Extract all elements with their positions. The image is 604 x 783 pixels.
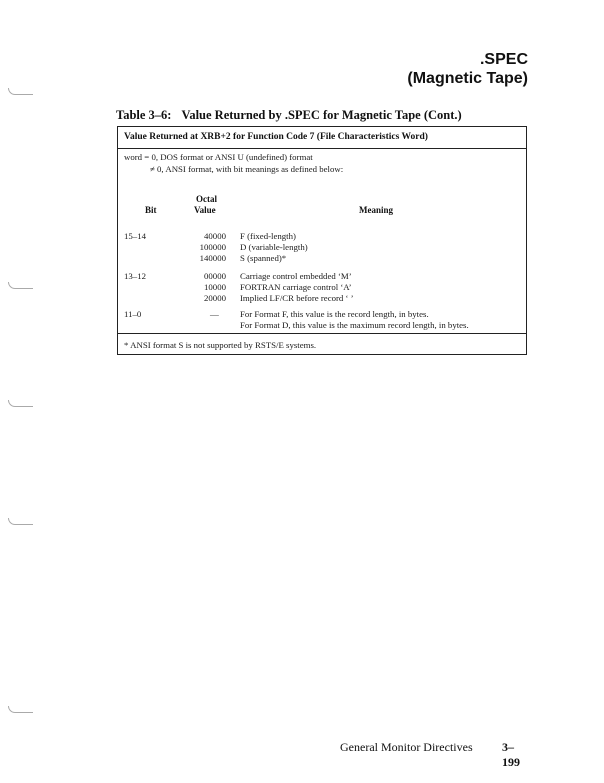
row-value: — (210, 309, 219, 319)
footnote-rule (118, 333, 526, 334)
word-line-1: word = 0, DOS format or ANSI U (undefined) format (124, 152, 313, 162)
spec-table (117, 126, 527, 355)
col-bit-header: Bit (145, 205, 157, 215)
col-octal-line1: Octal (196, 194, 217, 204)
row-value: 20000 (204, 293, 226, 303)
table-caption (116, 108, 462, 123)
row-value: 40000 (204, 231, 226, 241)
row-meaning: Implied LF/CR before record ‘ ’ (240, 293, 354, 303)
row-value: 140000 (199, 253, 226, 263)
margin-mark (8, 282, 33, 289)
row-meaning: For Format D, this value is the maximum record length, in bytes. (240, 320, 469, 330)
table-title: Value Returned by .SPEC for Magnetic Tape (Cont.) (181, 108, 462, 122)
table-number: Table 3–6: (116, 108, 172, 122)
page-header (407, 50, 528, 88)
row-bit: 11–0 (124, 309, 142, 319)
row-value: 10000 (204, 282, 226, 292)
row-meaning: F (fixed-length) (240, 231, 296, 241)
page-footer (340, 740, 520, 769)
col-octal-line2: Value (194, 205, 216, 215)
margin-mark (8, 518, 33, 525)
table-heading: Value Returned at XRB+2 for Function Code 7 (File Characteristics Word) (118, 127, 526, 149)
row-meaning: D (variable-length) (240, 242, 308, 252)
header-directive: .SPEC (479, 51, 528, 68)
row-value: 100000 (199, 242, 226, 252)
header-subtitle: (Magnetic Tape) (407, 70, 528, 87)
footer-section: General Monitor Directives (340, 740, 473, 754)
row-meaning: FORTRAN carriage control ‘A’ (240, 282, 352, 292)
margin-mark (8, 400, 33, 407)
row-meaning: Carriage control embedded ‘M’ (240, 271, 352, 281)
row-meaning: S (spanned)* (240, 253, 287, 263)
word-line-2: ≠ 0, ANSI format, with bit meanings as defined below: (150, 164, 344, 174)
col-meaning-header: Meaning (359, 205, 394, 215)
row-value: 00000 (204, 271, 226, 281)
row-bit: 13–12 (124, 271, 146, 281)
table-footnote: * ANSI format S is not supported by RSTS/E systems. (124, 340, 317, 350)
margin-mark (8, 706, 33, 713)
row-bit: 15–14 (124, 231, 146, 241)
row-meaning: For Format F, this value is the record length, in bytes. (240, 309, 429, 319)
margin-mark (8, 88, 33, 95)
page-number: 3–199 (502, 740, 520, 769)
